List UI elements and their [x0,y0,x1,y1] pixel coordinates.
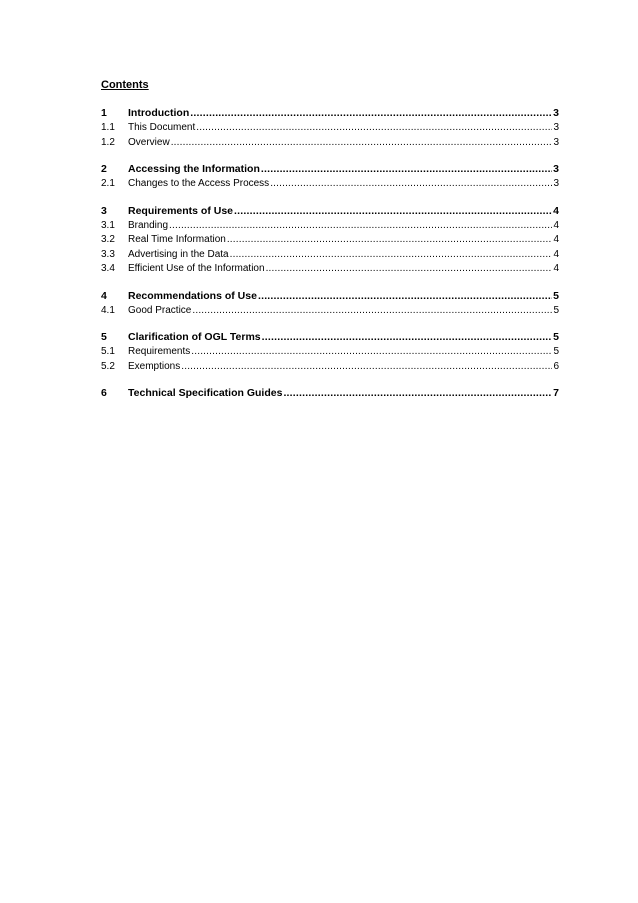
dot-leader [227,233,553,248]
toc-entry-label: Requirements of Use [128,204,234,217]
toc-entry-number: 5 [101,331,107,343]
toc-entry-label: Introduction [128,107,190,119]
table-of-contents [101,78,559,413]
toc-entry-recommendations-of-use[interactable] [101,289,559,304]
toc-entry-page: 7 [553,387,559,399]
toc-entry-label: Advertising in the Data [128,248,229,260]
toc-title: Contents [101,79,149,91]
toc-entry-page: 4 [553,204,559,217]
toc-entry-number: 1 [101,107,107,119]
toc-section [101,386,559,401]
toc-entry-technical-specification-guides[interactable] [101,386,559,401]
toc-entry-label: Real Time Information [128,234,226,245]
toc-section [101,330,559,374]
toc-entry-number: 5.2 [101,360,115,372]
toc-entry-label: Exemptions [128,360,181,372]
toc-entry-good-practice[interactable] [101,304,559,319]
dot-leader [191,345,552,360]
toc-entry-changes-to-access-process[interactable] [101,177,559,192]
toc-entry-requirements[interactable] [101,345,559,360]
dot-leader [258,289,552,304]
toc-entry-page: 3 [553,136,559,148]
toc-entry-number: 5.1 [101,346,115,357]
toc-entry-page: 5 [553,304,559,316]
toc-entry-exemptions[interactable] [101,360,559,375]
toc-entry-number: 1.2 [101,136,115,148]
toc-entry-label: Branding [128,219,169,231]
toc-entry-label: Efficient Use of the Information [128,263,265,274]
toc-entry-page: 5 [553,289,559,302]
toc-entry-number: 3.4 [101,263,115,274]
toc-entry-label: This Document [128,122,196,133]
toc-entry-branding[interactable] [101,219,559,234]
dot-leader [192,304,552,319]
toc-entry-page: 4 [553,248,559,260]
toc-entry-label: Technical Specification Guides [128,387,283,399]
toc-entry-page: 5 [553,346,559,357]
toc-entry-number: 2 [101,163,107,175]
toc-entry-page: 5 [553,331,559,343]
dot-leader [261,162,552,177]
toc-entry-label: Changes to the Access Process [128,178,270,189]
toc-entry-introduction[interactable] [101,106,559,121]
toc-entry-page: 3 [553,122,559,133]
toc-entry-requirements-of-use[interactable] [101,204,559,219]
toc-entry-number: 6 [101,387,107,399]
toc-section [101,289,559,319]
toc-entry-real-time-information[interactable] [101,233,559,248]
toc-entry-number: 1.1 [101,122,115,133]
dot-leader [230,248,553,263]
dot-leader [283,386,552,401]
toc-entry-label: Overview [128,136,170,148]
toc-entry-number: 3.3 [101,248,115,260]
toc-section [101,204,559,277]
toc-entry-label: Clarification of OGL Terms [128,331,261,343]
dot-leader [266,262,553,277]
dot-leader [181,360,552,375]
toc-entry-number: 4 [101,289,107,302]
toc-section [101,106,559,150]
dot-leader [169,219,552,234]
toc-entry-number: 3.2 [101,234,115,245]
toc-entry-page: 3 [553,107,559,119]
toc-entry-label: Accessing the Information [128,163,260,175]
dot-leader [262,330,553,345]
toc-section [101,162,559,192]
toc-entry-advertising-in-the-data[interactable] [101,248,559,263]
toc-entry-this-document[interactable] [101,121,559,136]
dot-leader [234,204,552,219]
toc-entry-overview[interactable] [101,136,559,151]
toc-entry-page: 4 [553,263,559,274]
toc-entry-number: 3.1 [101,219,115,231]
toc-entry-page: 6 [553,360,559,372]
toc-entry-clarification-of-ogl-terms[interactable] [101,330,559,345]
toc-entry-label: Recommendations of Use [128,289,257,302]
toc-entry-page: 3 [553,178,559,189]
toc-entry-page: 4 [553,219,559,231]
toc-entry-page: 4 [553,234,559,245]
toc-entry-number: 3 [101,204,107,217]
toc-entry-page: 3 [553,163,559,175]
toc-entry-label: Requirements [128,346,191,357]
toc-entry-label: Good Practice [128,304,192,316]
toc-entry-number: 4.1 [101,304,115,316]
dot-leader [196,121,552,136]
dot-leader [190,106,552,121]
dot-leader [171,136,553,151]
dot-leader [270,177,552,192]
toc-entry-accessing-the-information[interactable] [101,162,559,177]
toc-entry-efficient-use[interactable] [101,262,559,277]
toc-entry-number: 2.1 [101,178,115,189]
